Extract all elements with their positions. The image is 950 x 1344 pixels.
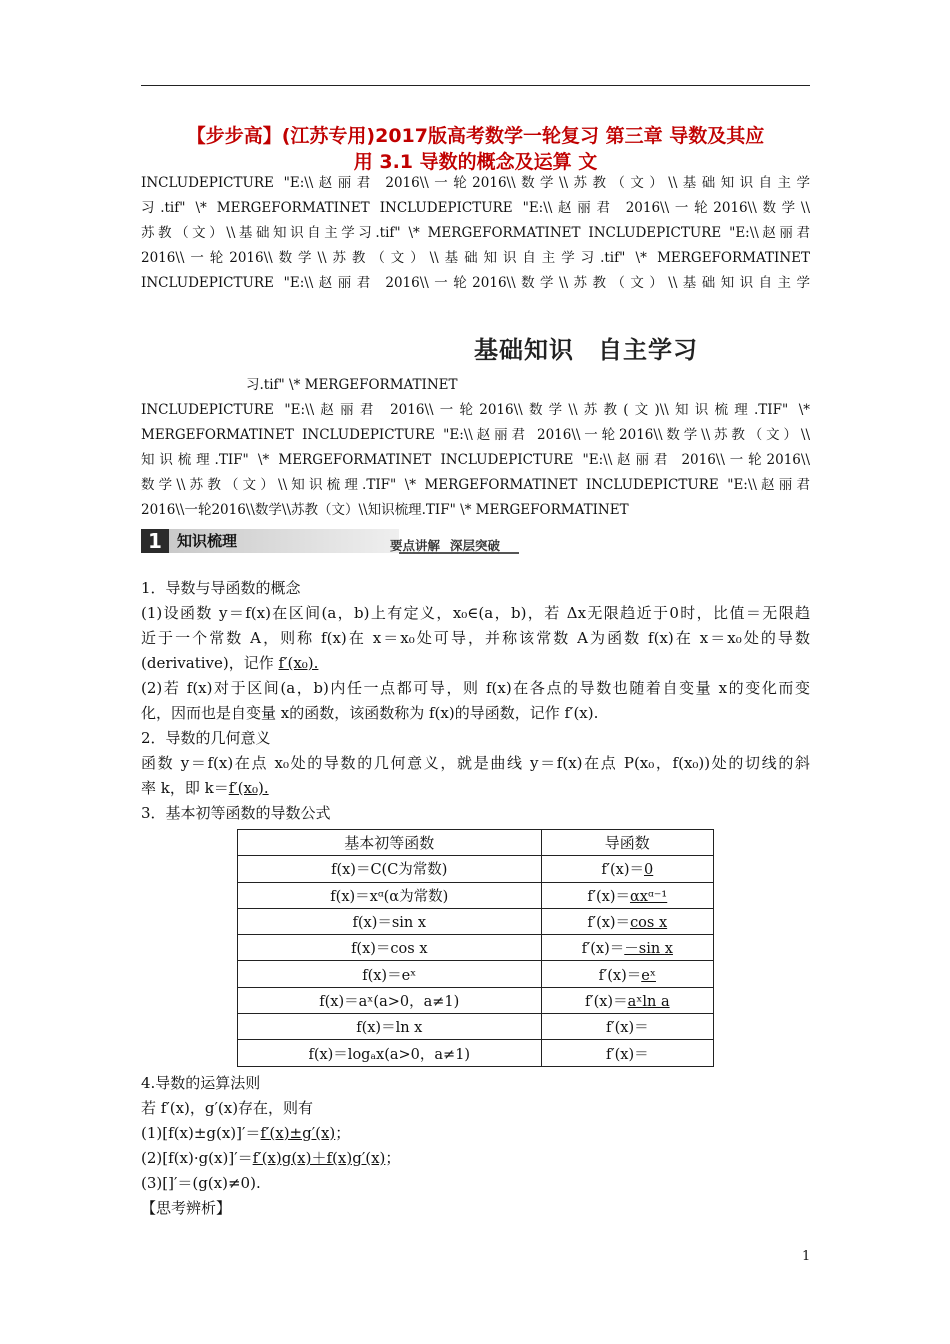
text-span: f′(x)＝ (581, 941, 625, 958)
table-row (238, 1040, 714, 1066)
text-span: f′(x)＝ (587, 915, 631, 932)
heading-3: 3．基本初等函数的导数公式 (141, 804, 331, 822)
field-code-line: INCLUDEPICTURE "E:\\赵丽君 2016\\一轮2016\\数学\\苏教(文)\\知识梳理.TIF" \* (141, 402, 810, 418)
text-span: f′(x)＝ (605, 1046, 649, 1063)
answer-blank: f′(x)g(x)＋f(x)g′(x) (252, 1149, 386, 1167)
title-line-1: 【步步高】(江苏专用)2017版高考数学一轮复习 第三章 导数及其应 (186, 125, 765, 147)
header-rule (141, 85, 810, 86)
column-header: 基本初等函数 (238, 830, 542, 856)
text-span: f′(x)＝ (605, 1020, 649, 1037)
text-span: 率 k，即 k＝ (141, 779, 229, 797)
banner-left: 基础知识 (474, 336, 574, 364)
function-cell: f(x)＝ln x (238, 1014, 542, 1040)
text-span: ； (335, 1124, 351, 1142)
document-title (141, 123, 810, 175)
thinking-section-label: 【思考辨析】 (141, 1199, 232, 1217)
title-line-2: 用 3.1 导数的概念及运算 文 (353, 151, 598, 173)
text-span: f′(x)＝ (598, 967, 642, 984)
paragraph-line (141, 1121, 810, 1146)
text-span: (derivative)，记作 (141, 654, 279, 672)
table-row (238, 882, 714, 908)
column-header: 导函数 (541, 830, 713, 856)
function-cell: f(x)＝cos x (238, 935, 542, 961)
table-row (238, 856, 714, 882)
paragraph-line: (2)若 f(x)对于区间(a，b)内任一点都可导，则 f(x)在各点的导数也随着自变量 x的变化而变 (141, 679, 810, 697)
function-cell: f(x)＝aˣ(a>0，a≠1) (238, 987, 542, 1013)
derivative-cell (541, 987, 713, 1013)
table-header-row (238, 830, 714, 856)
text-span: ； (385, 1149, 401, 1167)
section-sub-2: 深层突破 (450, 538, 501, 553)
derivative-cell (541, 1040, 713, 1066)
text-span: f′(x)＝ (584, 993, 628, 1010)
field-code-line: 苏教（文）\\基础知识自主学习.tif" \* MERGEFORMATINET INCLUDEPICTURE "E:\\赵丽君 (141, 225, 810, 241)
field-code-line: 习.tif" \* MERGEFORMATINET (246, 377, 458, 393)
answer-blank: eˣ (641, 967, 656, 984)
derivative-cell (541, 882, 713, 908)
derivative-cell (541, 1014, 713, 1040)
derivative-cell (541, 856, 713, 882)
paragraph-line (141, 1146, 810, 1171)
answer-blank: cos x (630, 915, 668, 932)
heading-2: 2．导数的几何意义 (141, 729, 271, 747)
field-code-line: 2016\\一轮2016\\数学\\苏教（文）\\知识梳理.TIF" \* MERGEFORMATINET (141, 502, 629, 518)
heading-1: 1．导数与导函数的概念 (141, 579, 301, 597)
function-cell: f(x)＝logₐx(a>0，a≠1) (238, 1040, 542, 1066)
paragraph-line: (1)设函数 y＝f(x)在区间(a，b)上有定义，x₀∈(a，b)，若 Δx无限趋近于0时，比值＝无限趋 (141, 604, 810, 622)
answer-blank: f′(x)±g′(x) (260, 1124, 336, 1142)
paragraph-line (141, 776, 810, 801)
function-cell: f(x)＝C(C为常数) (238, 856, 542, 882)
field-code-line: 2016\\一轮2016\\数学\\苏教（文）\\基础知识自主学习.tif" \* MERGEFORMATINET (141, 250, 810, 266)
answer-blank: αxᵅ⁻¹ (629, 888, 668, 905)
table-row (238, 987, 714, 1013)
text-span: (1)[f(x)±g(x)]′＝ (141, 1124, 261, 1142)
derivative-table (237, 829, 714, 1067)
body-text (141, 576, 810, 826)
section-subtitle (390, 536, 500, 554)
answer-blank: aˣln a (627, 993, 670, 1010)
function-cell: f(x)＝xᵅ(α为常数) (238, 882, 542, 908)
answer-blank: f′(x₀). (278, 654, 319, 672)
banner-right: 自主学习 (598, 336, 698, 364)
paragraph-line (141, 651, 810, 676)
field-code-line: INCLUDEPICTURE "E:\\赵丽君 2016\\一轮2016\\数学\\苏教（文）\\基础知识自主学 (141, 275, 810, 291)
section-sub-1: 要点讲解 (390, 538, 441, 553)
section-header-bar (141, 527, 519, 557)
banner-title (474, 330, 698, 365)
paragraph-line: 近于一个常数 A，则称 f(x)在 x＝x₀处可导，并称该常数 A为函数 f(x)在 x＝x₀处的导数 (141, 629, 810, 647)
paragraph-line: 化，因而也是自变量 x的函数，该函数称为 f(x)的导函数，记作 f′(x). (141, 704, 599, 722)
paragraph-line: (3)[]′＝(g(x)≠0). (141, 1174, 261, 1192)
field-code-line: 习.tif" \* MERGEFORMATINET INCLUDEPICTURE "E:\\赵丽君 2016\\一轮2016\\数学\\ (141, 200, 810, 216)
body-text-rules (141, 1071, 810, 1221)
page-number: 1 (802, 1249, 811, 1264)
table-row (238, 908, 714, 934)
text-span: f′(x)＝ (601, 862, 644, 879)
text-span: (2)[f(x)·g(x)]′＝ (141, 1149, 253, 1167)
answer-blank: －sin x (624, 941, 673, 958)
derivative-cell (541, 935, 713, 961)
text-span: f′(x)＝ (587, 888, 630, 905)
paragraph-line: 若 f′(x)，g′(x)存在，则有 (141, 1099, 314, 1117)
field-code-line: 知识梳理.TIF" \* MERGEFORMATINET INCLUDEPICTURE "E:\\赵丽君 2016\\一轮2016\\ (141, 452, 810, 468)
derivative-cell (541, 961, 713, 987)
function-cell: f(x)＝eˣ (238, 961, 542, 987)
answer-blank: f′(x₀). (228, 779, 269, 797)
section-label: 知识梳理 (169, 529, 399, 553)
answer-blank: 0 (643, 862, 654, 879)
field-code-line: 数学\\苏教（文）\\知识梳理.TIF" \* MERGEFORMATINET INCLUDEPICTURE "E:\\赵丽君 (141, 477, 810, 493)
derivative-cell (541, 908, 713, 934)
field-code-line: INCLUDEPICTURE "E:\\赵丽君 2016\\一轮2016\\数学\\苏教（文）\\基础知识自主学 (141, 175, 810, 191)
function-cell: f(x)＝sin x (238, 908, 542, 934)
field-code-line: MERGEFORMATINET INCLUDEPICTURE "E:\\赵丽君 2016\\一轮2016\\数学\\苏教（文）\\ (141, 427, 810, 443)
section-number: 1 (141, 529, 169, 553)
table-row (238, 961, 714, 987)
paragraph-line: 函数 y＝f(x)在点 x₀处的导数的几何意义，就是曲线 y＝f(x)在点 P(x₀，f(x₀))处的切线的斜 (141, 754, 810, 772)
heading-4: 4.导数的运算法则 (141, 1074, 261, 1092)
table-row (238, 1014, 714, 1040)
table-row (238, 935, 714, 961)
